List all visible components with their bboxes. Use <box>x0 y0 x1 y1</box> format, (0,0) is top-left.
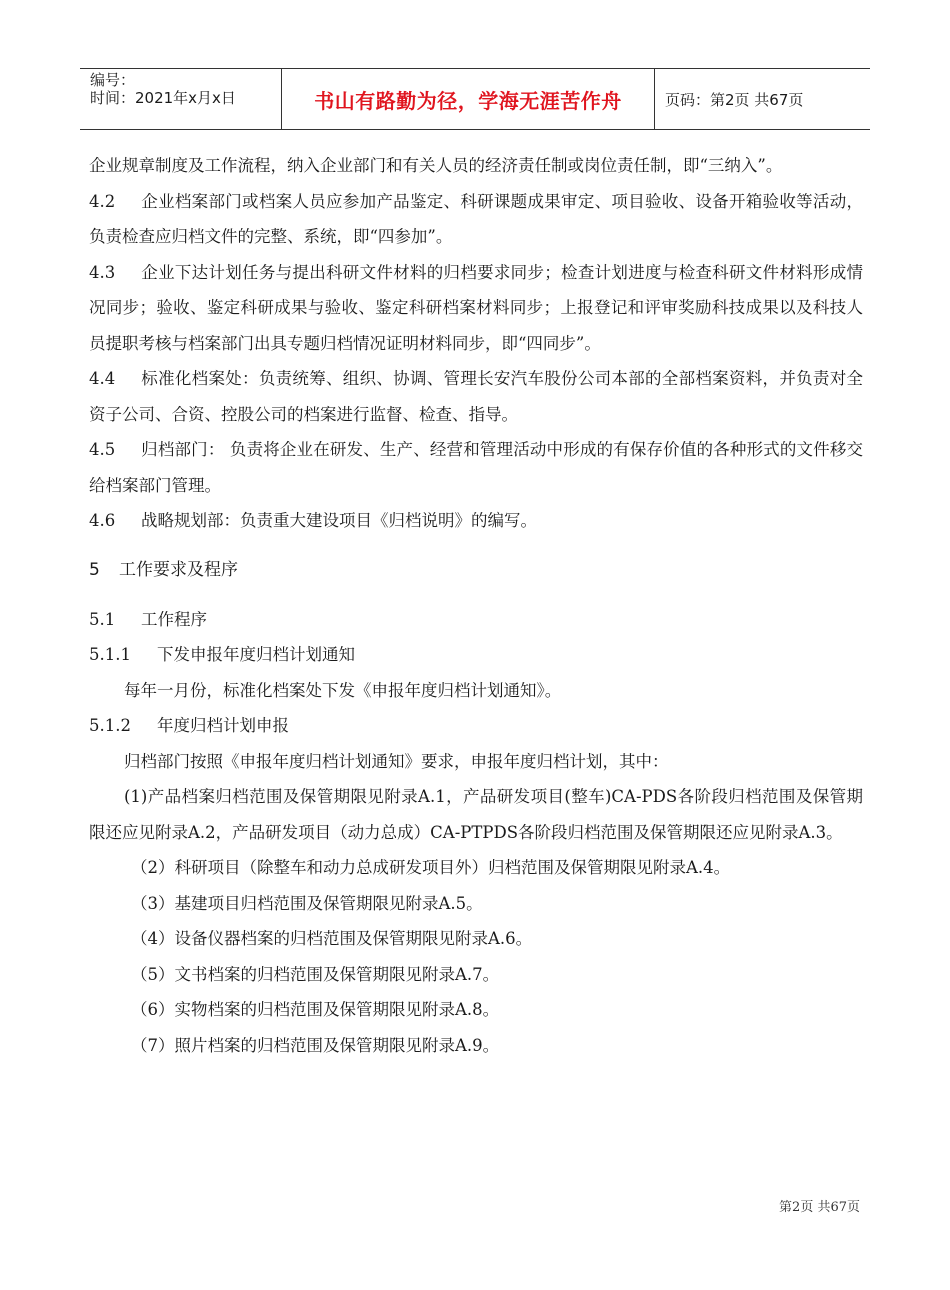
list-item: （3）基建项目归档范围及保管期限见附录A.5。 <box>131 893 483 913</box>
document-body <box>89 148 863 1063</box>
subsection-title: 工作程序 <box>141 609 207 629</box>
clause-text: 战略规划部：负责重大建设项目《归档说明》的编写。 <box>141 511 537 530</box>
clause-4-5 <box>89 432 863 503</box>
list-item: （2）科研项目（除整车和动力总成研发项目外）归档范围及保管期限见附录A.4。 <box>131 858 731 877</box>
page-footer: 第2页 共67页 <box>779 1200 860 1215</box>
list-item: （7）照片档案的归档范围及保管期限见附录A.9。 <box>131 1035 500 1055</box>
header-page-label: 页码：第2页 共67页 <box>665 90 804 109</box>
subsection-number: 5.1.1 <box>89 645 131 664</box>
subsection-title: 下发申报年度归档计划通知 <box>157 645 355 664</box>
clause-text: 标准化档案处：负责统筹、组织、协调、管理长安汽车股份公司本部的全部档案资料，并负责对全资子公司、合资、控股公司的档案进行监督、检查、指导。 <box>89 369 863 424</box>
subsection-title: 年度归档计划申报 <box>157 716 289 735</box>
subsection-5-1-2 <box>89 708 863 744</box>
paragraph: 企业规章制度及工作流程，纳入企业部门和有关人员的经济责任制或岗位责任制，即“三纳入”。 <box>89 156 783 175</box>
list-item: （6）实物档案的归档范围及保管期限见附录A.8。 <box>131 1000 500 1019</box>
clause-number: 4.4 <box>89 369 116 388</box>
spacer <box>89 539 863 553</box>
header-meta <box>80 69 282 129</box>
clause-4-3 <box>89 255 863 362</box>
section-title: 工作要求及程序 <box>119 559 238 580</box>
list-item: （5）文书档案的归档范围及保管期限见附录A.7。 <box>131 964 500 984</box>
list-item: （4）设备仪器档案的归档范围及保管期限见附录A.6。 <box>131 929 533 948</box>
clause-number: 4.3 <box>89 262 116 282</box>
subsection-number: 5.1.2 <box>89 716 131 735</box>
clause-number: 4.6 <box>89 511 116 530</box>
paragraph: 每年一月份，标准化档案处下发《申报年度归档计划通知》。 <box>124 680 562 700</box>
clause-4-4 <box>89 361 863 432</box>
clause-text: 企业档案部门或档案人员应参加产品鉴定、科研课题成果审定、项目验收、设备开箱验收等活动，负责检查应归档文件的完整、系统，即“四参加”。 <box>89 191 863 246</box>
clause-number: 4.5 <box>89 440 116 459</box>
section-5-heading <box>89 553 863 588</box>
document-number-label: 编号： <box>90 71 136 89</box>
subsection-5-1 <box>89 602 863 638</box>
clause-text: 归档部门： 负责将企业在研发、生产、经营和管理活动中形成的有保存价值的各种形式的文件移交给档案部门管理。 <box>89 440 863 495</box>
subsection-number: 5.1 <box>89 609 116 629</box>
clause-4-6 <box>89 503 863 539</box>
clause-text: 企业下达计划任务与提出科研文件材料的归档要求同步；检查计划进度与检查科研文件材料形成情况同步；验收、鉴定科研成果与验收、鉴定科研档案材料同步；上报登记和评审奖励科技成果以及科技人员提职考核与档案部门出具专题归档情况证明材料同步，即“四同步”。 <box>89 262 863 353</box>
page-header <box>80 68 870 130</box>
clause-4-2 <box>89 184 863 255</box>
header-motto: 书山有路勤为径，学海无涯苦作舟 <box>282 69 655 129</box>
spacer <box>89 588 863 602</box>
list-item: (1)产品档案归档范围及保管期限见附录A.1，产品研发项目(整车)CA-PDS各阶段归档范围及保管期限还应见附录A.2，产品研发项目（动力总成）CA-PTPDS各阶段归档范围及保管期限还应见附录A.3。 <box>89 787 863 842</box>
paragraph: 归档部门按照《申报年度归档计划通知》要求，申报年度归档计划，其中： <box>124 751 669 771</box>
document-date-label: 时间：2021年x月x日 <box>90 89 236 107</box>
clause-number: 4.2 <box>89 191 116 211</box>
subsection-5-1-1 <box>89 637 863 673</box>
section-number: 5 <box>89 559 100 580</box>
